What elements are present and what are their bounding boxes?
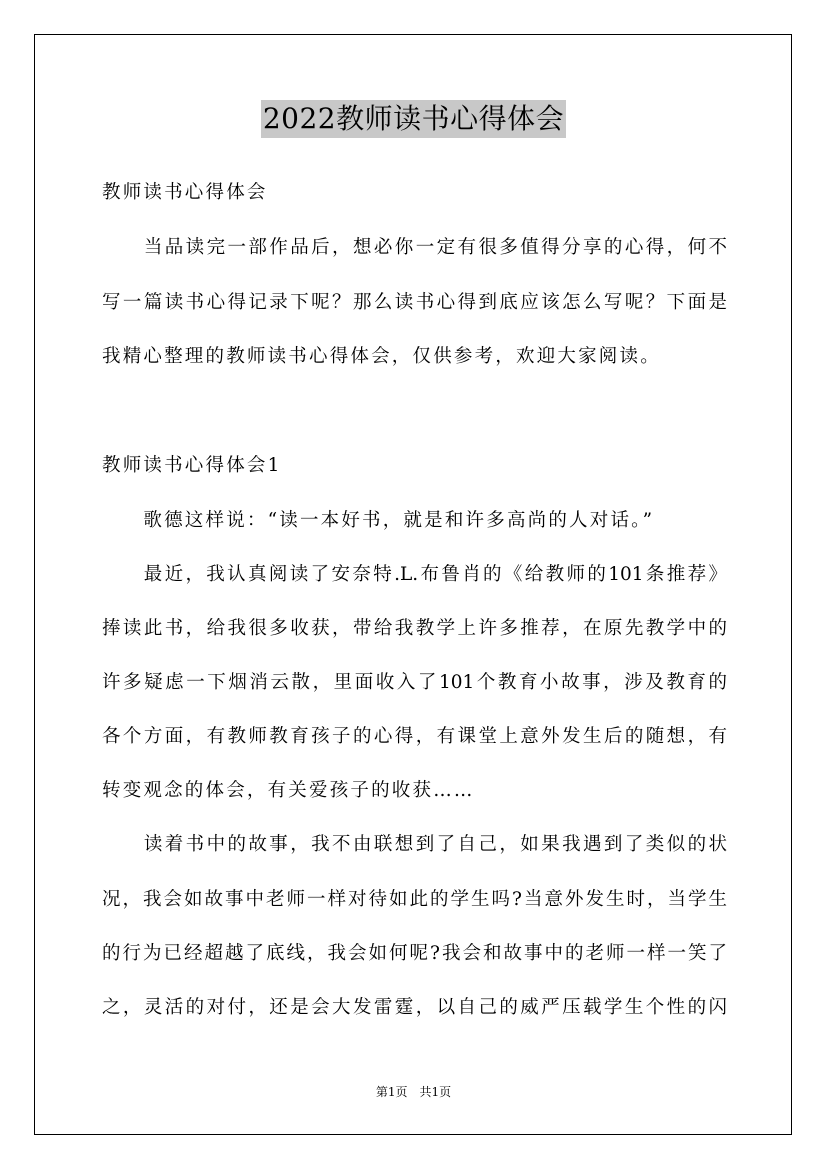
body-line: 最近，我认真阅读了安奈特.L.布鲁肖的《给教师的101条推荐》 — [102, 564, 727, 585]
body-line: 歌德这样说：“读一本好书，就是和许多高尚的人对话。” — [102, 510, 655, 531]
body-line: 我精心整理的教师读书心得体会，仅供参考，欢迎大家阅读。 — [102, 346, 661, 367]
body-line: 之，灵活的对付，还是会大发雷霆，以自己的威严压载学生个性的闪 — [102, 997, 727, 1018]
section-heading: 教师读书心得体会 — [102, 182, 268, 203]
body-line: 当品读完一部作品后，想必你一定有很多值得分享的心得，何不 — [102, 237, 727, 258]
body-line: 转变观念的体会，有关爱孩子的收获…… — [102, 780, 475, 801]
document-title: 2022教师读书心得体会 — [261, 100, 566, 138]
body-line: 况，我会如故事中老师一样对待如此的学生吗?当意外发生时，当学生 — [102, 889, 727, 910]
title-container — [0, 100, 827, 138]
body-line: 的行为已经超越了底线，我会如何呢?我会和故事中的老师一样一笑了 — [102, 943, 727, 964]
section-heading: 教师读书心得体会1 — [102, 455, 282, 476]
body-line: 写一篇读书心得记录下呢？那么读书心得到底应该怎么写呢？下面是 — [102, 292, 727, 313]
body-line: 各个方面，有教师教育孩子的心得，有课堂上意外发生后的随想，有 — [102, 726, 727, 747]
body-line: 捧读此书，给我很多收获，带给我教学上许多推荐，在原先教学中的 — [102, 618, 727, 639]
body-line: 许多疑虑一下烟消云散，里面收入了101个教育小故事，涉及教育的 — [102, 672, 727, 693]
page-footer: 第1页 共1页 — [375, 1085, 452, 1099]
body-line: 读着书中的故事，我不由联想到了自己，如果我遇到了类似的状 — [102, 834, 727, 855]
